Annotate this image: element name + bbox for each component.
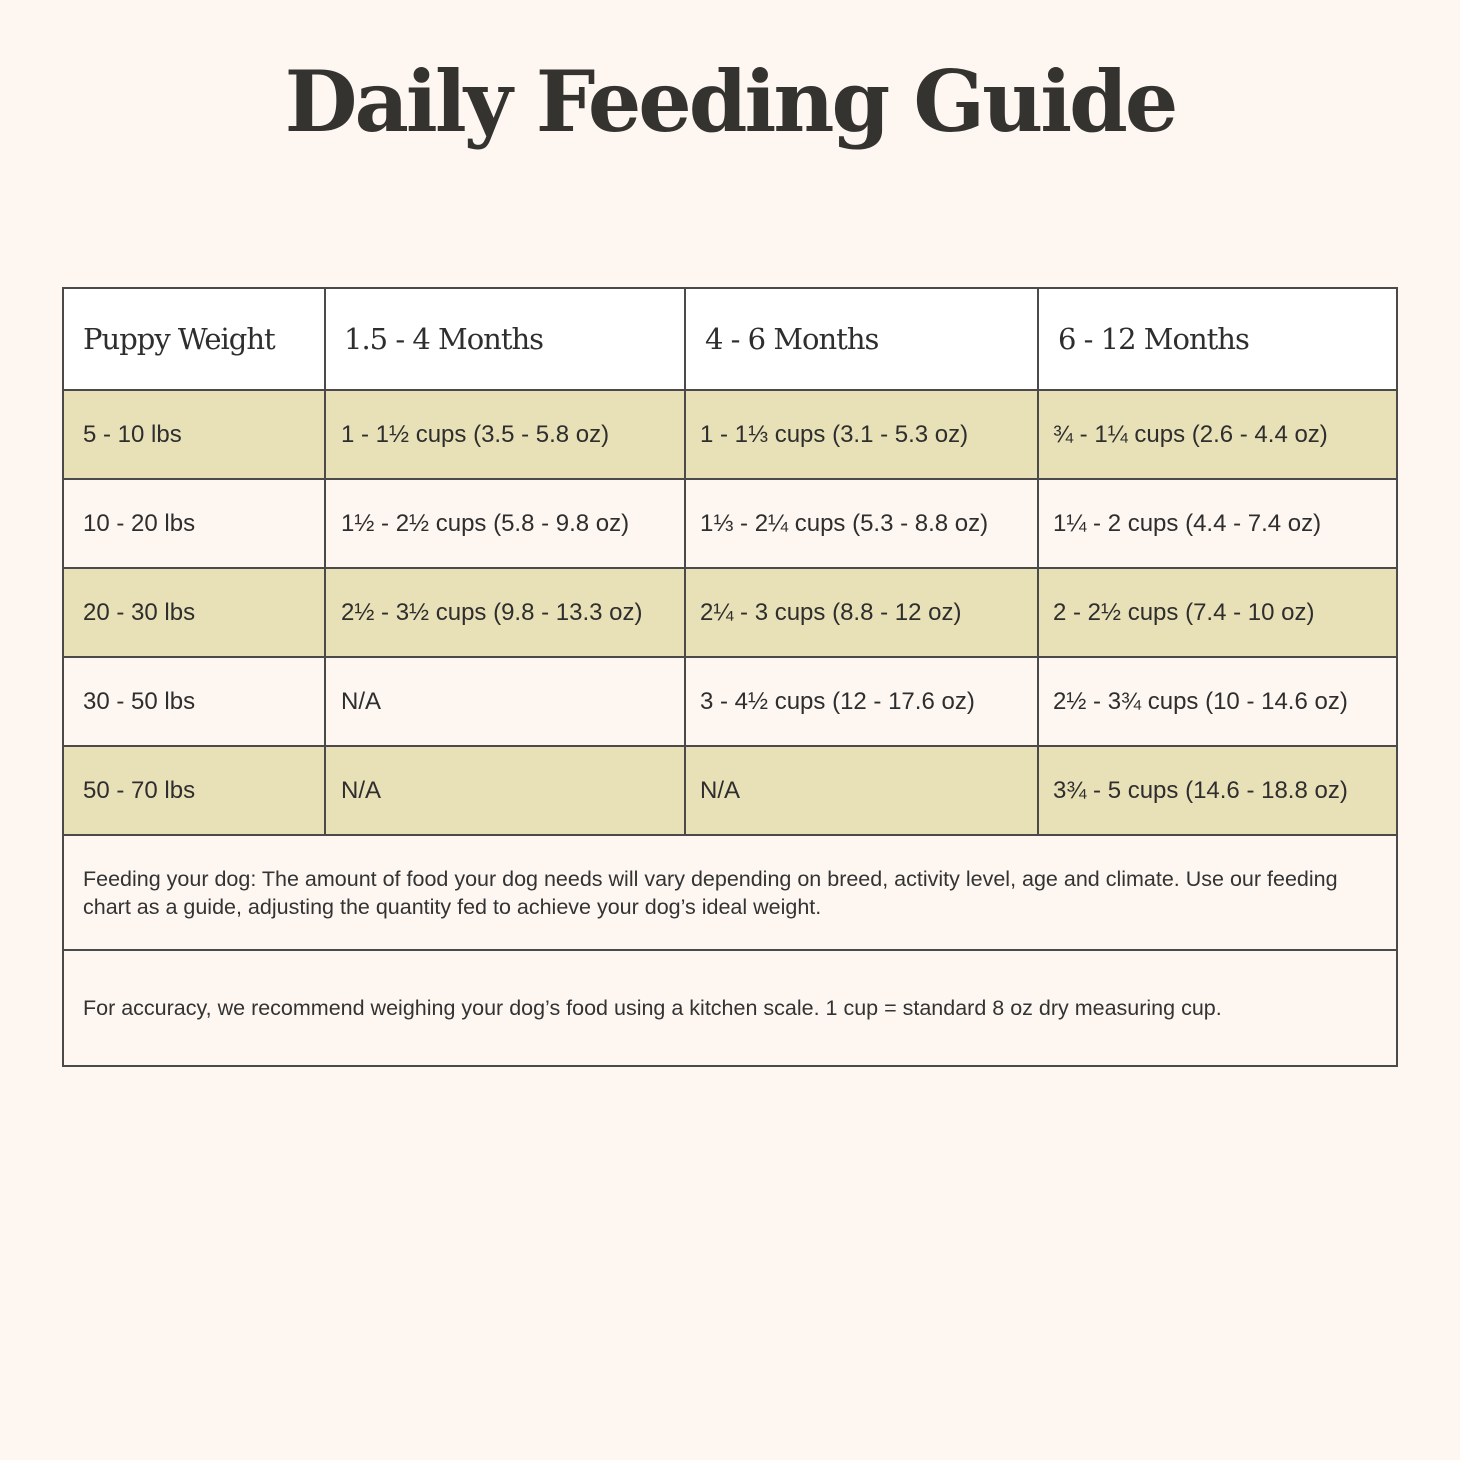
amount-cell: 2½ - 3¾ cups (10 - 14.6 oz): [1038, 657, 1397, 746]
amount-cell: 2½ - 3½ cups (9.8 - 13.3 oz): [325, 568, 685, 657]
amount-cell: 2¼ - 3 cups (8.8 - 12 oz): [685, 568, 1038, 657]
header-6-12-months: 6 - 12 Months: [1038, 288, 1397, 390]
weight-cell: 20 - 30 lbs: [63, 568, 325, 657]
note-row: [63, 835, 1397, 950]
amount-cell: 1 - 1⅓ cups (3.1 - 5.3 oz): [685, 390, 1038, 479]
table-row: [63, 390, 1397, 479]
header-puppy-weight: Puppy Weight: [63, 288, 325, 390]
amount-cell: N/A: [325, 657, 685, 746]
table-row: [63, 657, 1397, 746]
table-row: [63, 479, 1397, 568]
amount-cell: ¾ - 1¼ cups (2.6 - 4.4 oz): [1038, 390, 1397, 479]
header-4-6-months: 4 - 6 Months: [685, 288, 1038, 390]
page-title: Daily Feeding Guide: [284, 52, 1176, 151]
feeding-table: [62, 287, 1398, 1067]
amount-cell: 2 - 2½ cups (7.4 - 10 oz): [1038, 568, 1397, 657]
table-row: [63, 568, 1397, 657]
amount-cell: 3 - 4½ cups (12 - 17.6 oz): [685, 657, 1038, 746]
weight-cell: 30 - 50 lbs: [63, 657, 325, 746]
feeding-note: Feeding your dog: The amount of food your dog needs will vary depending on breed, activity level, age and climate. Use our feeding chart as a guide, adjusting the quantity fed to achieve your dog’s ideal weight.: [63, 835, 1397, 950]
weight-cell: 50 - 70 lbs: [63, 746, 325, 835]
table-header-row: [63, 288, 1397, 390]
note-row: [63, 950, 1397, 1066]
weight-cell: 5 - 10 lbs: [63, 390, 325, 479]
amount-cell: 1¼ - 2 cups (4.4 - 7.4 oz): [1038, 479, 1397, 568]
table-row: [63, 746, 1397, 835]
amount-cell: 1 - 1½ cups (3.5 - 5.8 oz): [325, 390, 685, 479]
amount-cell: N/A: [685, 746, 1038, 835]
amount-cell: 3¾ - 5 cups (14.6 - 18.8 oz): [1038, 746, 1397, 835]
weight-cell: 10 - 20 lbs: [63, 479, 325, 568]
accuracy-note: For accuracy, we recommend weighing your dog’s food using a kitchen scale. 1 cup = standard 8 oz dry measuring cup.: [63, 950, 1397, 1066]
header-1-5-4-months: 1.5 - 4 Months: [325, 288, 685, 390]
amount-cell: 1⅓ - 2¼ cups (5.3 - 8.8 oz): [685, 479, 1038, 568]
amount-cell: 1½ - 2½ cups (5.8 - 9.8 oz): [325, 479, 685, 568]
amount-cell: N/A: [325, 746, 685, 835]
